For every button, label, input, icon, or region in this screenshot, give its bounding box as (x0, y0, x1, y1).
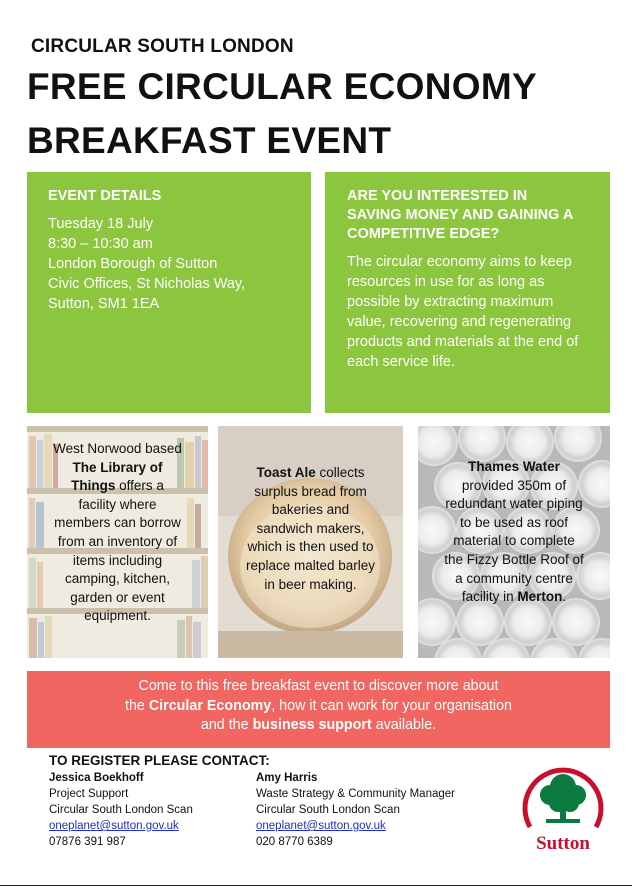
toast-ale-card (218, 426, 403, 658)
call-to-action-banner (27, 671, 610, 748)
sutton-logo (518, 757, 608, 857)
contact-org: Circular South London Scan (49, 804, 193, 816)
library-of-things-text: West Norwood based The Library of Things offers a facility where members can borrow from an inventory of items including camping, kitchen, garden or event equipment. (53, 441, 182, 624)
page-title (27, 60, 537, 168)
contact-phone: 020 8770 6389 (256, 836, 333, 848)
interest-body-line: products and materials at the end of (347, 334, 579, 350)
contact-card (49, 770, 193, 850)
contact-name: Amy Harris (256, 772, 318, 784)
cta-line: Come to this free breakfast event to discover more about (138, 678, 499, 694)
interest-body-line: resources in use for as long as (347, 274, 545, 290)
logo-wordmark: Sutton (536, 833, 590, 854)
event-venue-line: London Borough of Sutton (48, 256, 218, 272)
interest-body-line: value, recovering and regenerating (347, 314, 572, 330)
interest-body-line: The circular economy aims to keep (347, 254, 572, 270)
page-title-line-2: BREAKFAST EVENT (27, 120, 392, 161)
contact-org: Circular South London Scan (256, 804, 400, 816)
thames-water-card (418, 426, 610, 658)
page-title-line-1: FREE CIRCULAR ECONOMY (27, 66, 537, 107)
contact-email-link[interactable]: oneplanet@sutton.gov.uk (256, 820, 386, 832)
event-details-panel (27, 172, 311, 413)
interest-body-line: possible by extracting maximum (347, 294, 554, 310)
organisation-title: CIRCULAR SOUTH LONDON (31, 36, 294, 57)
event-date: Tuesday 18 July (48, 216, 154, 232)
tree-icon (540, 774, 586, 823)
interest-heading-line: ARE YOU INTERESTED IN (347, 188, 528, 204)
cta-line: and the business support available. (200, 717, 437, 733)
register-heading: TO REGISTER PLEASE CONTACT: (49, 753, 270, 768)
library-of-things-card (27, 426, 208, 658)
interest-body-line: each service life. (347, 354, 455, 370)
bottom-divider (0, 885, 632, 886)
cta-line: the Circular Economy, how it can work for your organisation (125, 697, 512, 714)
interest-panel (325, 172, 610, 413)
event-details-heading: EVENT DETAILS (48, 188, 162, 204)
toast-ale-text: Toast Ale collects surplus bread from bakeries and sandwich makers, which is then used to replace malted barley in beer making. (245, 465, 376, 592)
thames-water-text: Thames Water provided 350m of redundant water piping to be used as roof material to complete the Fizzy Bottle Roof of a community centre facility in Merton. (444, 459, 584, 605)
event-venue-line: Civic Offices, St Nicholas Way, (48, 276, 246, 292)
event-time: 8:30 – 10:30 am (48, 236, 153, 252)
contact-card (256, 770, 455, 850)
contact-email-link[interactable]: oneplanet@sutton.gov.uk (49, 820, 179, 832)
contact-name: Jessica Boekhoff (49, 772, 144, 784)
contact-role: Project Support (49, 788, 129, 800)
contact-role: Waste Strategy & Community Manager (256, 788, 455, 800)
contact-phone: 07876 391 987 (49, 836, 126, 848)
interest-heading-line: COMPETITIVE EDGE? (347, 226, 500, 242)
interest-heading-line: SAVING MONEY AND GAINING A (347, 207, 574, 223)
event-venue-line: Sutton, SM1 1EA (48, 296, 160, 312)
